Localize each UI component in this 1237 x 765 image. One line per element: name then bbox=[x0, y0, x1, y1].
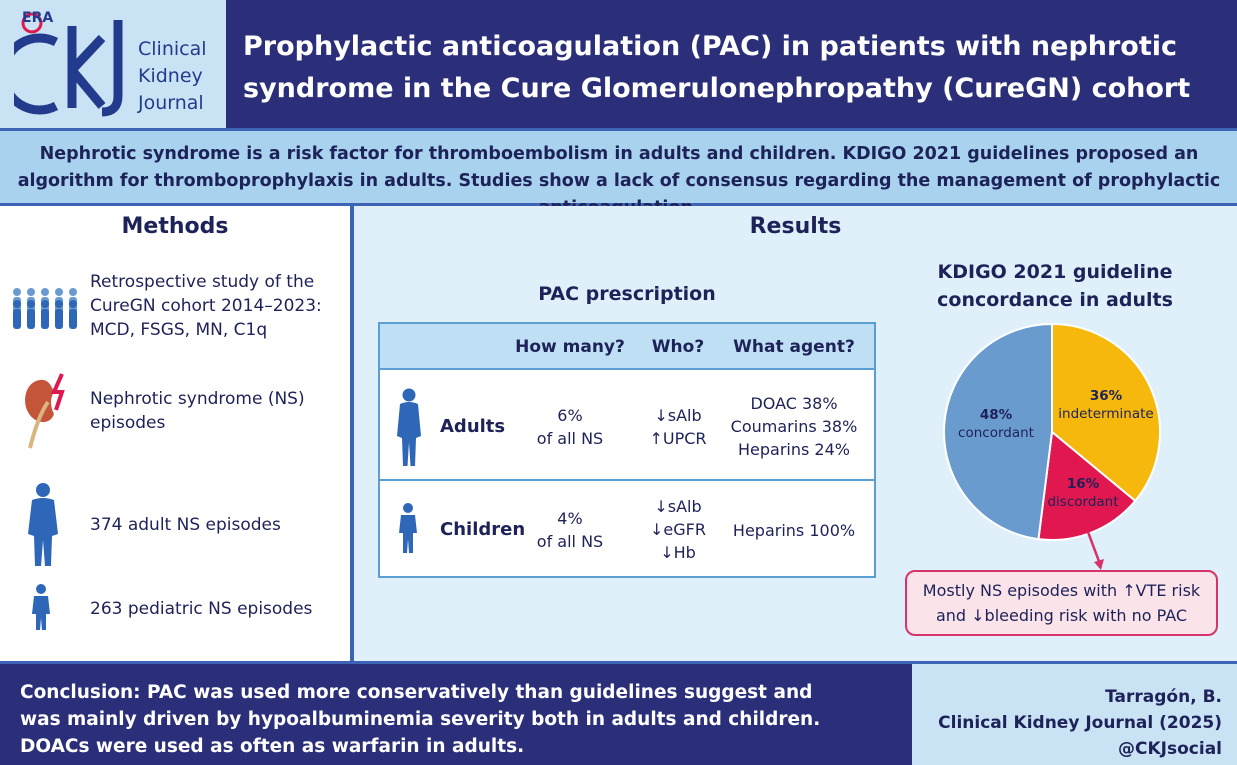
pac-title: PAC prescription bbox=[538, 283, 716, 305]
kdigo-title bbox=[915, 258, 1195, 314]
methods-title: Methods bbox=[121, 214, 229, 239]
crowd-icon bbox=[8, 282, 80, 332]
logo-word-clinical: Clinical bbox=[138, 38, 207, 60]
conclusion-line-3: DOACs were used as often as warfarin in adults. bbox=[20, 736, 525, 757]
children-agent: Heparins 100% bbox=[732, 521, 856, 540]
slice-label-indeterminate bbox=[1053, 387, 1159, 423]
children-how-many-unit: of all NS bbox=[536, 532, 604, 551]
children-who-1: ↓sAlb bbox=[654, 497, 702, 516]
slice-name-concordant: concordant bbox=[958, 425, 1034, 441]
adults-agent bbox=[722, 392, 866, 461]
adult-row-icon bbox=[396, 388, 422, 468]
logo-text bbox=[138, 36, 207, 117]
logo-word-journal: Journal bbox=[138, 92, 204, 114]
kidney-icon bbox=[20, 372, 76, 452]
slice-value-discordant: 16% bbox=[1066, 476, 1100, 492]
adult-icon bbox=[26, 482, 60, 568]
slice-value-indeterminate: 36% bbox=[1089, 388, 1123, 404]
adults-who-2: ↑UPCR bbox=[649, 429, 707, 448]
header-agent: What agent? bbox=[733, 337, 855, 357]
note-text bbox=[905, 578, 1218, 628]
results-title: Results bbox=[749, 214, 842, 239]
era-label: ERA bbox=[22, 10, 54, 26]
citation-text bbox=[912, 684, 1222, 762]
adults-how-many-unit: of all NS bbox=[536, 429, 604, 448]
adults-how-many-value: 6% bbox=[557, 406, 583, 425]
adults-how-many bbox=[520, 404, 620, 450]
conclusion-line-2: was mainly driven by hypoalbuminemia severity both in adults and children. bbox=[20, 709, 821, 730]
children-how-many bbox=[520, 507, 620, 553]
row-separator bbox=[380, 479, 874, 481]
citation-author: Tarragón, B. bbox=[1105, 687, 1222, 707]
pointer-arrow-icon bbox=[1084, 530, 1108, 572]
kdigo-title-line-1: KDIGO 2021 guideline bbox=[937, 261, 1173, 283]
adults-agent-2: Coumarins 38% bbox=[730, 417, 858, 436]
children-who-2: ↓eGFR bbox=[650, 520, 706, 539]
conclusion-text bbox=[20, 679, 900, 760]
slice-label-concordant bbox=[954, 406, 1038, 442]
adults-who-1: ↓sAlb bbox=[654, 406, 702, 425]
page-title: Prophylactic anticoagulation (PAC) in patients with nephrotic syndrome in the Cure Glomerulonephropathy (CureGN) cohort bbox=[243, 31, 1191, 104]
method-pediatric-episodes: 263 pediatric NS episodes bbox=[90, 599, 313, 619]
logo-word-kidney: Kidney bbox=[138, 65, 203, 87]
adults-who bbox=[636, 404, 720, 450]
children-who-3: ↓Hb bbox=[660, 543, 696, 562]
child-icon bbox=[30, 584, 52, 630]
header-how-many: How many? bbox=[515, 337, 625, 357]
children-how-many-value: 4% bbox=[557, 509, 583, 528]
slice-label-discordant bbox=[1040, 475, 1126, 511]
method-study: Retrospective study of the CureGN cohort 2014–2023: MCD, FSGS, MN, C1q bbox=[90, 272, 322, 340]
header-who: Who? bbox=[651, 337, 705, 357]
children-who bbox=[636, 495, 720, 564]
note-line-2: and ↓bleeding risk with no PAC bbox=[935, 606, 1188, 625]
conclusion-line-1: Conclusion: PAC was used more conservatively than guidelines suggest and bbox=[20, 682, 813, 703]
method-adult-episodes: 374 adult NS episodes bbox=[90, 515, 281, 535]
citation-journal: Clinical Kidney Journal (2025) bbox=[938, 713, 1222, 733]
note-line-1: Mostly NS episodes with ↑VTE risk bbox=[922, 581, 1201, 600]
citation-handle: @CKJsocial bbox=[1118, 739, 1222, 759]
adults-agent-1: DOAC 38% bbox=[750, 394, 838, 413]
row-label-adults: Adults bbox=[440, 416, 506, 437]
slice-value-concordant: 48% bbox=[979, 407, 1013, 423]
slice-name-indeterminate: indeterminate bbox=[1058, 406, 1154, 422]
slice-name-discordant: discordant bbox=[1047, 494, 1119, 510]
row-label-children: Children bbox=[440, 519, 526, 540]
intro-text: Nephrotic syndrome is a risk factor for thromboembolism in adults and children. KDIGO 2021 guidelines proposed an algorithm for thromboprophylaxis in adults. Studies show a lack of consensus regarding the management of prophylactic bbox=[17, 144, 1221, 191]
method-ns-episodes: Nephrotic syndrome (NS) episodes bbox=[90, 389, 305, 433]
adults-agent-3: Heparins 24% bbox=[738, 440, 850, 459]
child-row-icon bbox=[398, 503, 418, 553]
kdigo-title-line-2: concordance in adults bbox=[937, 289, 1173, 311]
